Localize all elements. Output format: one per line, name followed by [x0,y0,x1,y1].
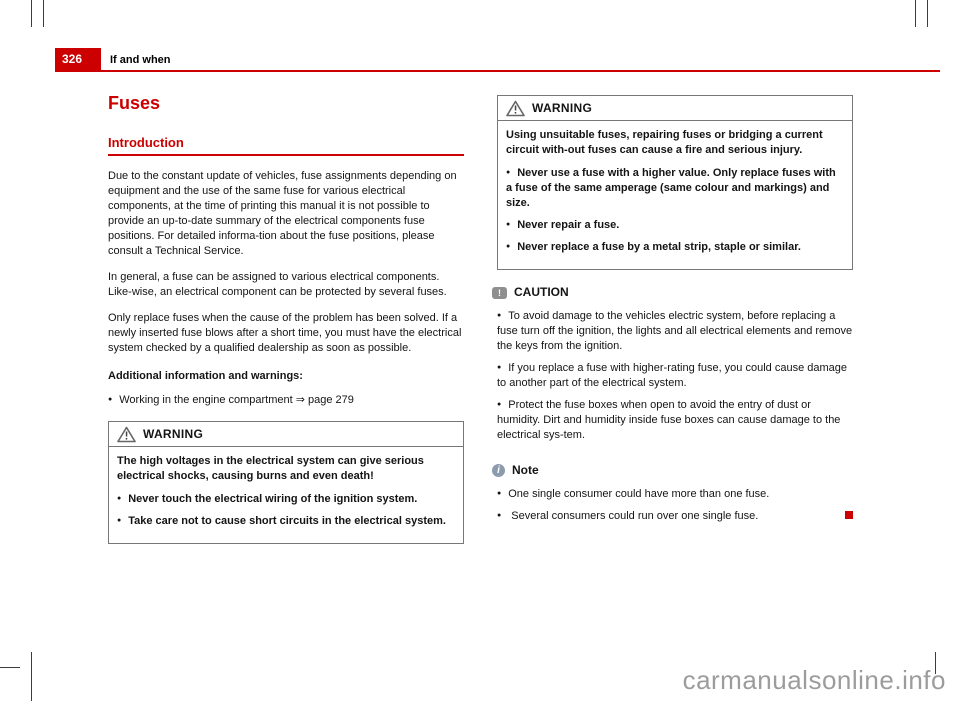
note-bullet: ● One single consumer could have more than one fuse. [497,486,853,502]
crop-mark [915,0,916,27]
warning-box [108,421,464,544]
warning-box [497,95,853,270]
note-header [492,463,853,478]
crop-mark [43,0,44,27]
warning-text: The high voltages in the electrical system can give serious electrical shocks, causing burns and even death! [117,455,424,482]
section-title: If and when [110,54,171,66]
crop-mark [31,652,32,701]
warning-title: WARNING [532,101,593,115]
note-icon: i [492,464,505,477]
additional-info-heading: Additional information and warnings: [108,370,303,382]
note-bullet [497,508,853,524]
caution-title: CAUTION [514,285,569,299]
cross-reference-item: ● Working in the engine compartment ⇒ page 279 [108,392,464,408]
caution-icon: ! [492,287,507,299]
warning-bullet: ● Never use a fuse with a higher value. Only replace fuses with a fuse of the same amperage (same colour and markings) and size. [506,165,844,211]
warning-box-header [109,422,463,447]
warning-bullet: ● Take care not to cause short circuits in the electrical system. [117,513,455,529]
left-column [108,93,464,544]
page-number-badge: 326 [55,48,101,70]
warning-bullet: ● Never replace a fuse by a metal strip, staple or similar. [506,239,844,255]
paragraph: Only replace fuses when the cause of the problem has been solved. If a newly inserted fuse blows after a short time, you must have the electrical system checked by a qualified dealership as soon as possible. [108,312,462,354]
note-bullet-text: Several consumers could run over one single fuse. [511,510,759,522]
warning-bullet: ● Never touch the electrical wiring of the ignition system. [117,491,455,507]
warning-box-header [498,96,852,121]
paragraph: In general, a fuse can be assigned to various electrical components. Like-wise, an electrical component can be protected by several fuses. [108,271,447,298]
crop-mark [31,0,32,27]
crop-mark [927,0,928,27]
warning-triangle-icon [506,100,525,117]
note-title: Note [512,463,539,477]
section-end-marker [845,511,853,519]
warning-triangle-icon [117,426,136,443]
warning-box-body [498,121,852,269]
page-header [55,48,940,72]
warning-box-body [109,447,463,543]
caution-bullet: ● Protect the fuse boxes when open to avoid the entry of dust or humidity. Dirt and humidity inside fuse boxes can cause damage to the electrical sys-tem. [497,397,853,443]
intro-heading: Introduction [108,135,464,156]
crop-mark [0,667,20,668]
caution-header [492,285,853,300]
caution-bullet: ● If you replace a fuse with higher-rating fuse, you could cause damage to another part of the electrical system. [497,360,853,391]
warning-text: Using unsuitable fuses, repairing fuses or bridging a current circuit with-out fuses can cause a fire and serious injury. [506,129,823,156]
watermark-text: carmanualsonline.info [682,665,946,695]
paragraph: Due to the constant update of vehicles, fuse assignments depending on equipment and the use of the same fuse for various electrical components, at the time of printing this manual it is not possible to provide an up-to-date summary of the electrical components fuse positions. For detailed informa-tion about the fuse positions, please consult a Technical Service. [108,170,457,257]
caution-bullet: ● To avoid damage to the vehicles electric system, before replacing a fuse turn off the ignition, the lights and all electrical elements and remove the keys from the ignition. [497,308,853,354]
warning-title: WARNING [143,427,204,441]
page-title: Fuses [108,93,161,113]
right-column [497,95,853,530]
warning-bullet: ● Never repair a fuse. [506,217,844,233]
